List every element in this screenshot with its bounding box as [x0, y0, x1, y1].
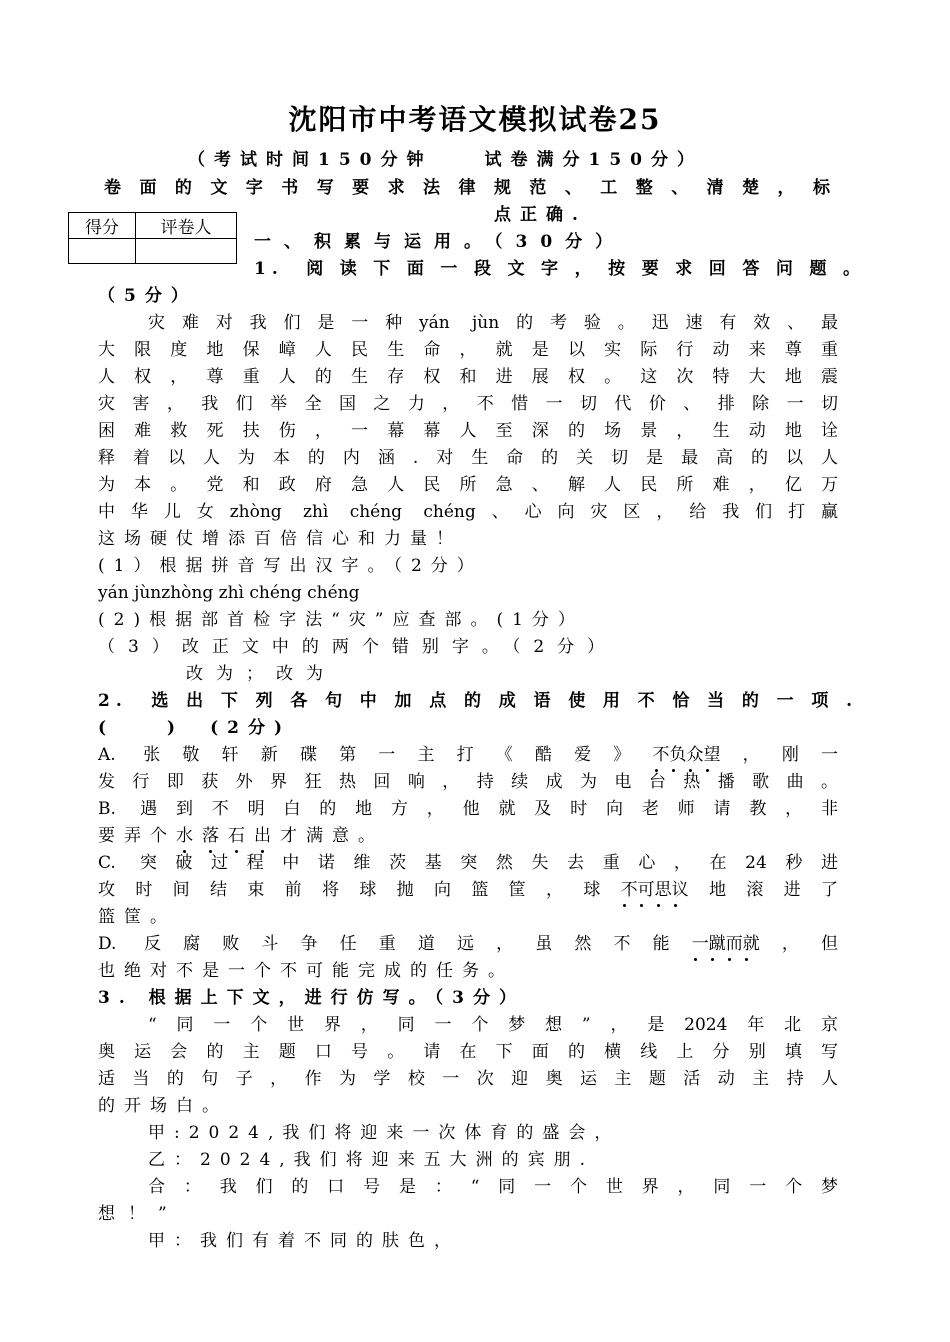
option-b-post: 才满意。 — [280, 826, 384, 846]
passage-line: 灾害，我们举全国之力，不惜一切代价、排除一切 — [98, 394, 838, 414]
q1-sub-1-pinyin: yán jùnzhòng zhì chéng chéng — [98, 583, 360, 603]
q1-heading-line-1: 1. 阅读下面一段文字，按要求回答问题。 — [254, 259, 866, 279]
emphasis-char: 可 — [637, 880, 655, 900]
option-d-line-2: 也绝对不是一个不可能完成的任务。 — [98, 961, 514, 981]
q2-heading-line-1: 2. 选出下列各句中加点的成语使用不恰当的一项. — [98, 691, 858, 711]
q3-yi: 乙：2024,我们将迎来五大洲的宾朋. — [148, 1150, 595, 1170]
q1-sub-1: (1）根据拼音写出汉字。（2分） — [98, 556, 483, 576]
passage-line: 为本。党和政府急人民所急、解人民所难，亿万 — [98, 475, 838, 495]
q3-heading: 3. 根据上下文，进行仿写。（3分） — [98, 988, 525, 1008]
option-c-line-3: 篮筐。 — [98, 907, 176, 927]
q3-jia-2: 甲：我们有着不同的肤色， — [148, 1231, 460, 1251]
passage-line: 人权，尊重人的生存权和进展权。这次特大地震 — [98, 367, 838, 387]
section-1-heading: 一、积累与运用。（30分） — [254, 232, 626, 252]
q3-he-line-1: 合：我们的口号是：“同一个世界，同一个梦 — [148, 1177, 838, 1197]
emphasis-char: 不 — [620, 880, 638, 900]
score-header: 得分 — [69, 213, 136, 239]
passage-line: 这场硬仗增添百倍信心和力量！ — [98, 529, 462, 549]
requirement-line-1: 卷面的文字书写要求法律规范、工整、清楚，标 — [104, 178, 834, 198]
option-b-idiom — [176, 826, 280, 846]
emphasis-char: 不 — [652, 745, 670, 765]
emphasis-char: 水 — [176, 826, 202, 846]
passage-line: 中华儿女zhòng zhì chéng chéng、心向灾区，给我们打赢 — [98, 502, 838, 522]
emphasis-char: 蹴 — [708, 934, 726, 954]
passage-line: 困难救死扶伤，一幕幕人至深的场景，生动地诠 — [98, 421, 838, 441]
option-b-pre: 要弄个 — [98, 826, 176, 846]
q1-sub-3: （3）改正文中的两个错别字。（2分） — [98, 637, 618, 657]
q3-he-line-2: 想！” — [98, 1204, 180, 1224]
option-c-post: 地滚进了 — [688, 880, 839, 900]
q3-passage-line: 的开场白。 — [98, 1096, 228, 1116]
emphasis-char: 众 — [686, 745, 704, 765]
option-c-pre: 攻时间结束前将球抛向篮筐，球 — [98, 880, 621, 900]
option-c-idiom — [621, 880, 689, 900]
passage-line: 灾难对我们是一种yán jùn的考验。迅速有效、最 — [148, 313, 838, 333]
option-a-idiom — [652, 745, 720, 765]
option-a-post: ，刚一 — [720, 745, 838, 765]
emphasis-char: 望 — [703, 745, 721, 765]
option-b-line-2 — [98, 824, 384, 848]
q1-sub-2: (2)根据部首检字法“灾”应查部。(1分） — [98, 610, 584, 630]
score-cell[interactable] — [69, 239, 136, 264]
option-d-idiom — [692, 934, 760, 954]
emphasis-char: 石 — [228, 826, 254, 846]
exam-title: 沈阳市中考语文模拟试卷25 — [288, 103, 662, 136]
option-b-line-1[interactable]: B. 遇到不明白的地方，他就及时向老师请教，非 — [98, 799, 838, 819]
option-c-line-1[interactable]: C. 突破过程中诺维茨基突然失去重心，在24秒进 — [98, 853, 838, 873]
q3-passage-line: 适当的句子，作为学校一次迎奥运主题活动主持人 — [98, 1069, 838, 1089]
emphasis-char: 议 — [671, 880, 689, 900]
emphasis-char: 一 — [691, 934, 709, 954]
exam-info: （考试时间150分钟 试卷满分150分） — [188, 150, 703, 170]
option-d-line-1[interactable] — [98, 932, 838, 956]
grader-cell[interactable] — [136, 239, 237, 264]
q2-heading-line-2: ( ) (2分) — [98, 718, 292, 738]
grader-header: 评卷人 — [136, 213, 237, 239]
q1-sub-3-answer: 改为；改为 — [186, 664, 336, 684]
option-a-pre: A. 张敬轩新碟第一主打《酷爱》 — [98, 745, 653, 765]
requirement-line-2: 点正确. — [494, 205, 587, 225]
option-a-line-2: 发行即获外界狂热回响，持续成为电台热播歌曲。 — [98, 772, 838, 792]
emphasis-char: 落 — [202, 826, 228, 846]
q3-jia-1: 甲:2024,我们将迎来一次体育的盛会， — [148, 1123, 621, 1143]
q3-passage-line: “同一个世界，同一个梦想”，是2024年北京 — [148, 1015, 838, 1035]
emphasis-char: 就 — [742, 934, 760, 954]
option-c-line-2 — [98, 878, 838, 902]
q3-passage-line: 奥运会的主题口号。请在下面的横线上分别填写 — [98, 1042, 838, 1062]
option-d-pre: D. 反腐败斗争任重道远，虽然不能 — [98, 934, 692, 954]
passage-line: 释着以人为本的内涵.对生命的关切是最高的以人 — [98, 448, 838, 468]
score-table — [68, 212, 237, 264]
q1-heading-line-2: （5分） — [98, 286, 197, 306]
emphasis-char: 思 — [654, 880, 672, 900]
option-d-post: ，但 — [759, 934, 838, 954]
passage-line: 大限度地保嶂人民生命，就是以实际行动来尊重 — [98, 340, 838, 360]
emphasis-char: 负 — [669, 745, 687, 765]
emphasis-char: 而 — [725, 934, 743, 954]
option-a-line-1[interactable] — [98, 743, 838, 767]
emphasis-char: 出 — [254, 826, 280, 846]
